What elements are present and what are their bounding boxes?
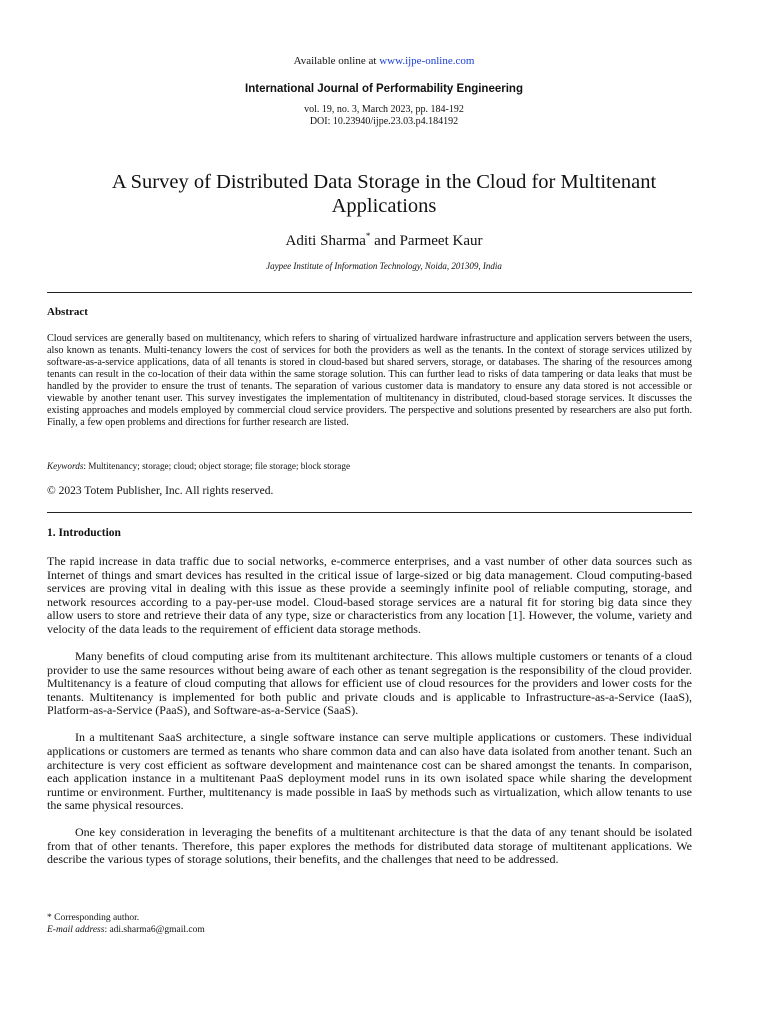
email-line	[47, 924, 205, 936]
volume-info	[0, 104, 768, 128]
introduction-body	[47, 555, 692, 880]
journal-name: International Journal of Performability Engineering	[245, 83, 523, 95]
email-label: E-mail address	[47, 925, 105, 935]
intro-paragraph-3: In a multitenant SaaS architecture, a single software instance can serve multiple applications or customers. These individual applications or customers are termed as tenants who share common data and can also have data isolated from another tenant. Such an architecture is very cost efficient as software development and maintenance cost can be shared amongst the tenants. In comparison, each application instance in a multitenant PaaS deployment model runs in its own isolated space while sharing the development runtime or environment. Further, multitenancy is made possible in IaaS by methods such as virtualization, which allow tenants to use the same physical resources.	[47, 730, 692, 813]
section-divider-bottom	[47, 512, 692, 513]
doi-line: DOI: 10.23940/ijpe.23.03.p4.184192	[309, 116, 459, 127]
availability-line	[0, 55, 768, 67]
author-1: Aditi Sharma	[285, 233, 366, 249]
affiliation: Jaypee Institute of Information Technology, Noida, 201309, India	[266, 261, 502, 271]
copyright-notice: © 2023 Totem Publisher, Inc. All rights reserved.	[47, 485, 274, 497]
available-prefix: Available online at	[293, 55, 380, 67]
section-divider-top	[47, 292, 692, 293]
introduction-heading: 1. Introduction	[47, 527, 121, 539]
intro-paragraph-2: Many benefits of cloud computing arise from its multitenant architecture. This allows multiple customers or tenants of a cloud provider to use the same resources without being aware of each other as tenant segregation is the responsibility of the cloud provider. Multitenancy is a feature of cloud computing that allows for efficient use of cloud resources for the providers and lower costs for the tenants. Multitenancy is implemented for both public and private clouds and is applicable to Infrastructure-as-a-Service (IaaS), Platform-as-a-Service (PaaS), and Software-as-a-Service (SaaS).	[47, 648, 692, 718]
abstract-text: Cloud services are generally based on multitenancy, which refers to sharing of virtualized hardware infrastructure and application servers between the users, also known as tenants. Multi-tenancy lowers the cost of services for both the providers as well as the tenants. In the context of storage services utilized by software-as-a-service applications, data of all tenants is stored in cloud-based but shared servers, storage, or databases. The sharing of the resources among tenants can result in the co-location of their data within the same storage solution. This can further lead to risks of data tampering or data leaks that must be handled by the provider to ensure the trust of tenants. The separation of various customer data is mandatory to ensure any data stored is not accessible or viewable by another tenant user. This survey investigates the implementation of multitenancy in distributed, cloud-based storage services. It discusses the existing approaches and models employed by commercial cloud service providers. The perspective and solutions presented by researchers are also put forth. Finally, a few open problems and directions for further research are listed.	[47, 333, 692, 428]
volume-line: vol. 19, no. 3, March 2023, pp. 184-192	[304, 104, 464, 115]
intro-paragraph-4: One key consideration in leveraging the benefits of a multitenant architecture is that the data of any tenant should be isolated from that of other tenants. Therefore, this paper explores the methods for distributed data storage of multitenant applications. We describe the various types of storage solutions, their benefits, and the challenges that need to be addressed.	[47, 825, 692, 867]
keywords-line	[47, 461, 692, 471]
author-separator: and	[370, 233, 400, 249]
intro-paragraph-1: The rapid increase in data traffic due to social networks, e-commerce enterprises, and a vast number of other data sources such as Internet of things and smart devices has resulted in the critical issue of large-sized or big data management. Cloud computing-based services are proving vital in dealing with this issue as these provide a seemingly infinite pool of reliable computing, storage, and network resources according to a pay-per-use model. Cloud-based storage services are a natural fit for storing big data since they allow users to store and retrieve their data of any type, size or characteristics from any location [1]. However, the volume, variety and velocity of the data leads to the requirement of efficient data storage methods.	[47, 554, 692, 636]
abstract-heading: Abstract	[47, 306, 88, 318]
keywords-list: : Multitenancy; storage; cloud; object storage; file storage; block storage	[83, 461, 351, 471]
footnote	[47, 912, 205, 936]
keywords-label: Keywords	[47, 461, 84, 471]
author-2: Parmeet Kaur	[399, 233, 483, 249]
journal-website-link[interactable]: www.ijpe-online.com	[379, 55, 475, 67]
corresponding-author-note: * Corresponding author.	[47, 913, 140, 923]
author-list	[0, 231, 768, 250]
corresponding-mark: *	[365, 231, 371, 241]
email-address[interactable]: : adi.sharma6@gmail.com	[104, 925, 205, 935]
paper-title: A Survey of Distributed Data Storage in the Cloud for Multitenant Applications	[111, 171, 657, 217]
